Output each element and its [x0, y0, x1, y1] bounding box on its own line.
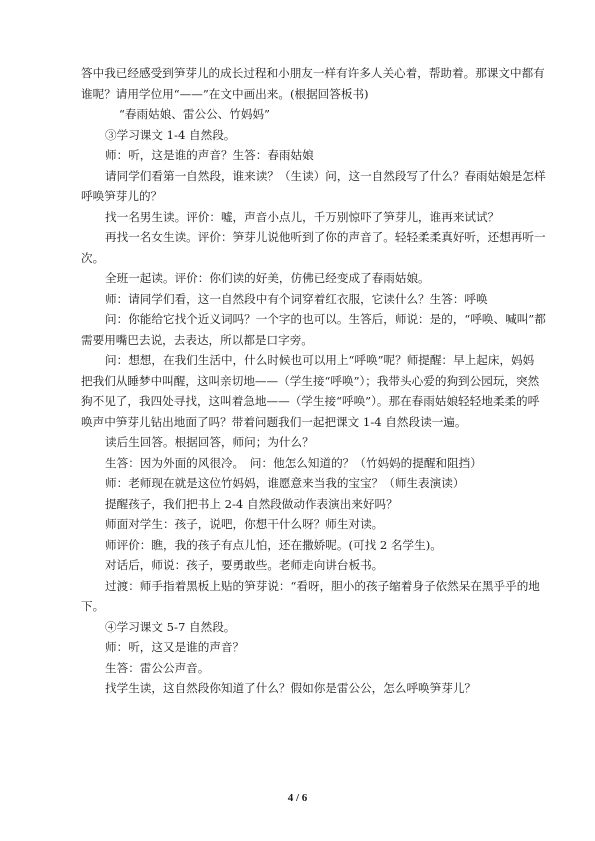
text-line: 生答：因为外面的风很冷。 问：他怎么知道的？（竹妈妈的提醒和阻挡）: [105, 455, 482, 470]
page-number: 4 / 6: [287, 792, 308, 804]
page-body: [0, 63, 595, 699]
text-line: ③学习课文 1-4 自然段。: [105, 127, 236, 142]
text-line: ④学习课文 5-7 自然段。: [105, 619, 236, 634]
text-line: 师面对学生：孩子，说吧，你想干什么呀？师生对读。: [105, 517, 384, 531]
text-line: 谁呢？请用学位用“——”在文中画出来。(根据回答板书): [81, 86, 369, 101]
text-line: 对话后，师说：孩子，要勇敢些。老师走向讲台板书。: [105, 558, 384, 572]
text-line: 师：请同学们看，这一自然段中有个词穿着红衣服，它读什么？生答：呼唤: [105, 291, 488, 306]
text-line: 师：老师现在就是这位竹妈妈，谁愿意来当我的宝宝？（师生表演读）: [105, 476, 465, 490]
text-line: 呼唤笋芽儿的？: [81, 189, 163, 203]
text-line: 师：听，这是谁的声音？生答：春雨姑娘: [105, 148, 314, 162]
text-line: 把我们从睡梦中叫醒，这叫亲切地——（学生接“呼唤”）；我带头心爱的狗到公园玩，突然: [81, 373, 540, 388]
text-line: 次。: [81, 250, 105, 265]
text-line: 唤声中笋芽儿钻出地面了吗？带着问题我们一起把课文 1-4 自然段读一遍。: [81, 414, 467, 429]
text-line: 需要用嘴巴去说，去表达，所以都是口字旁。: [81, 332, 313, 347]
text-line: 全班一起读。评价：你们读的好美，仿佛已经变成了春雨姑娘。: [105, 271, 430, 285]
text-line: 问：你能给它找个近义词吗？一个字的也可以。生答后，师说：是的，“呼唤、喊叫”都: [105, 312, 546, 326]
text-line: 下。: [81, 599, 105, 613]
text-line: 师：听，这又是谁的声音？: [105, 640, 245, 654]
text-line: 找学生读，这自然段你知道了什么？假如你是雷公公，怎么呼唤笋芽儿？: [105, 681, 477, 695]
text-line: 提醒孩子，我们把书上 2-4 自然段做动作表演出来好吗？: [105, 496, 398, 511]
text-line: 答中我已经感受到笋芽儿的成长过程和小朋友一样有许多人关心着，帮助着。那课文中都有: [81, 66, 545, 80]
text-line: 过渡：师手指着黑板上贴的笋芽说：“看呀，胆小的孩子缩着身子依然呆在黑乎乎的地: [105, 578, 540, 593]
text-line: 读后生回答。根据回答，师问；为什么？: [105, 435, 314, 449]
text-line: 请同学们看第一自然段，谁来读？（生读）问，这一自然段写了什么？春雨姑娘是怎样: [105, 168, 546, 183]
text-line: 狗不见了，我四处寻找，这叫着急地——（学生接“呼唤”）。那在春雨姑娘轻轻地柔柔的呼: [81, 394, 540, 408]
text-line: 再找一名女生读。评价：笋芽儿说他听到了你的声音了。轻轻柔柔真好听，还想再听一: [105, 230, 546, 244]
text-line: 问：想想，在我们生活中，什么时候也可以用上“呼唤”呢？师提醒：早上起床，妈妈: [105, 353, 535, 367]
text-line: 生答：雷公公声音。: [105, 660, 210, 675]
text-line: “春雨姑娘、雷公公、竹妈妈”: [119, 107, 270, 121]
text-line: 找一名男生读。评价：嘘，声音小点儿，千万别惊吓了笋芽儿，谁再来试试？: [105, 209, 500, 224]
text-line: 师评价：瞧，我的孩子有点儿怕，还在撒娇呢。(可找 2 名学生)。: [105, 537, 442, 552]
